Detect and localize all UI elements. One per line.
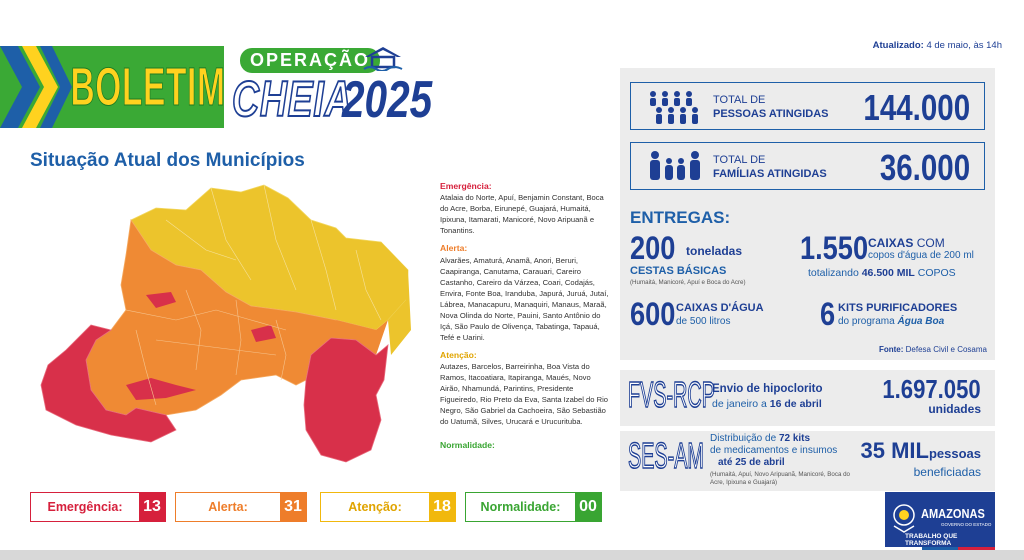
count-value: 13 bbox=[139, 493, 165, 521]
legend-emergencia-title: Emergência: bbox=[440, 181, 492, 191]
coat-of-arms-icon bbox=[891, 500, 917, 534]
fvs-line1: Envio de hipoclorito bbox=[712, 383, 823, 395]
stat-value: 144.000 bbox=[863, 87, 970, 128]
ses-block bbox=[620, 431, 995, 491]
legend-emergencia-text: Atalaia do Norte, Apuí, Benjamin Constant, Boca do Acre, Borba, Eirunepé, Guajará, Humaitá, Ipixuna, Itamarati, Manicoré, Novo Aripuanã e Tonantins. bbox=[440, 193, 604, 236]
kits-desc: do programa Água Boa bbox=[838, 316, 945, 327]
count-value: 31 bbox=[280, 493, 306, 521]
caixas-dagua-number: 600 bbox=[630, 296, 676, 332]
ses-value: 35 MILpessoas bbox=[860, 438, 981, 463]
ses-line1: Distribuição de 72 kits bbox=[710, 433, 811, 444]
stat-pessoas bbox=[630, 82, 985, 130]
boletim-title: BOLETIM bbox=[70, 57, 226, 117]
caixas-label: CAIXAS COM bbox=[868, 236, 945, 250]
boletim-banner bbox=[72, 46, 224, 128]
count-label: Alerta: bbox=[208, 500, 248, 514]
stat-value: 36.000 bbox=[879, 147, 970, 188]
count-label: Normalidade: bbox=[480, 500, 561, 514]
caixas-total: totalizando 46.500 MIL COPOS bbox=[808, 267, 956, 279]
caixas-number: 1.550 bbox=[800, 230, 869, 266]
cestas-number: 200 bbox=[630, 230, 676, 266]
cestas-label: CESTAS BÁSICAS bbox=[630, 265, 727, 277]
fvs-block bbox=[620, 370, 995, 426]
stat-label: TOTAL DE FAMÍLIAS ATINGIDAS bbox=[713, 154, 827, 181]
logo-tagline: TRABALHO QUE TRANSFORMA bbox=[905, 533, 958, 547]
amazonas-logo bbox=[885, 492, 995, 552]
fvs-line2: de janeiro a 16 de abril bbox=[712, 398, 822, 410]
ses-tag: SES-AM bbox=[628, 435, 704, 476]
legend-atencao-text: Autazes, Barcelos, Barreirinha, Boa Vista do Ramos, Itacoatiara, Itapiranga, Maués, Novo Airão, Nhamundá, Parintins, Presidente Figueiredo, Rio Preto da Eva, Santa Izabel do Rio Negro, São Gabriel da Cachoeira, São Sebastião do Uatumã, Silves, Urucará e Urucurituba. bbox=[440, 362, 609, 427]
kits-number: 6 bbox=[820, 296, 836, 332]
chevron-decoration-icon bbox=[0, 46, 72, 128]
year-title: 2025 bbox=[342, 71, 433, 129]
count-alerta bbox=[175, 492, 307, 522]
house-icon bbox=[362, 45, 404, 71]
people-group-icon bbox=[645, 89, 705, 125]
cheia-title: CHEIA bbox=[232, 71, 353, 127]
caixas-dagua-label: CAIXAS D'ÁGUA bbox=[676, 302, 764, 314]
count-value: 00 bbox=[575, 493, 601, 521]
stats-panel bbox=[620, 68, 995, 360]
logo-sub: GOVERNO DO ESTADO bbox=[941, 522, 992, 527]
count-label: Emergência: bbox=[47, 500, 123, 514]
count-atencao bbox=[320, 492, 456, 522]
bottom-bar bbox=[0, 550, 1024, 560]
amazonas-map bbox=[36, 180, 436, 470]
updated-timestamp: Atualizado: 4 de maio, às 14h bbox=[872, 40, 1002, 51]
ses-note: (Humaitá, Apuí, Novo Aripuanã, Manicoré, Boca do Acre, Ipixuna e Guajará) bbox=[710, 471, 850, 487]
cestas-unit: toneladas bbox=[686, 244, 743, 258]
cestas-note: (Humaitá, Manicoré, Apuí e Boca do Acre) bbox=[630, 279, 746, 286]
legend-alerta-text: Alvarães, Amaturá, Anamã, Anori, Beruri, Caapiranga, Canutama, Carauari, Careiro Castanho, Careiro da Várzea, Coari, Codajás, Envira, Fonte Boa, Iranduba, Japurá, Juruá, Jutaí, Lábrea, Manacapuru, Manaquiri, Manaus, Maraã, Nova Olinda do Norte, Pauini, Santo Antônio do Içá, São Paulo de Olivença, Tabatinga, Tapauá, Tefé e Uarini. bbox=[440, 255, 609, 342]
count-label: Atenção: bbox=[348, 500, 402, 514]
stat-label: TOTAL DE PESSOAS ATINGIDAS bbox=[713, 94, 829, 121]
count-normalidade bbox=[465, 492, 602, 522]
legend-alerta-title: Alerta: bbox=[440, 243, 468, 254]
entregas-title: ENTREGAS: bbox=[630, 208, 731, 227]
operacao-label: OPERAÇÃO bbox=[240, 48, 380, 73]
ses-line3: até 25 de abril bbox=[718, 457, 785, 468]
municipality-legend bbox=[440, 180, 610, 452]
caixas-desc: copos d'água de 200 ml bbox=[868, 250, 974, 261]
legend-atencao-title: Atenção: bbox=[440, 349, 477, 360]
caixas-dagua-desc: de 500 litros bbox=[676, 316, 731, 327]
fvs-tag: FVS-RCP bbox=[628, 374, 715, 415]
kits-label: KITS PURIFICADORES bbox=[838, 302, 958, 314]
source-note: Fonte: Defesa Civil e Cosama bbox=[878, 345, 987, 354]
fvs-unit: unidades bbox=[928, 402, 981, 416]
map-region-emergencia-south bbox=[304, 338, 388, 462]
stat-familias bbox=[630, 142, 985, 190]
logo-name: AMAZONAS bbox=[921, 506, 985, 521]
count-value: 18 bbox=[429, 493, 455, 521]
fvs-value: 1.697.050 bbox=[882, 374, 981, 404]
ses-unit: beneficiadas bbox=[913, 465, 981, 479]
legend-normalidade-title: Normalidade: bbox=[440, 440, 495, 451]
section-title: Situação Atual dos Municípios bbox=[30, 150, 305, 171]
count-emergencia bbox=[30, 492, 166, 522]
family-icon bbox=[645, 149, 705, 185]
ses-line2: de medicamentos e insumos bbox=[710, 445, 838, 456]
